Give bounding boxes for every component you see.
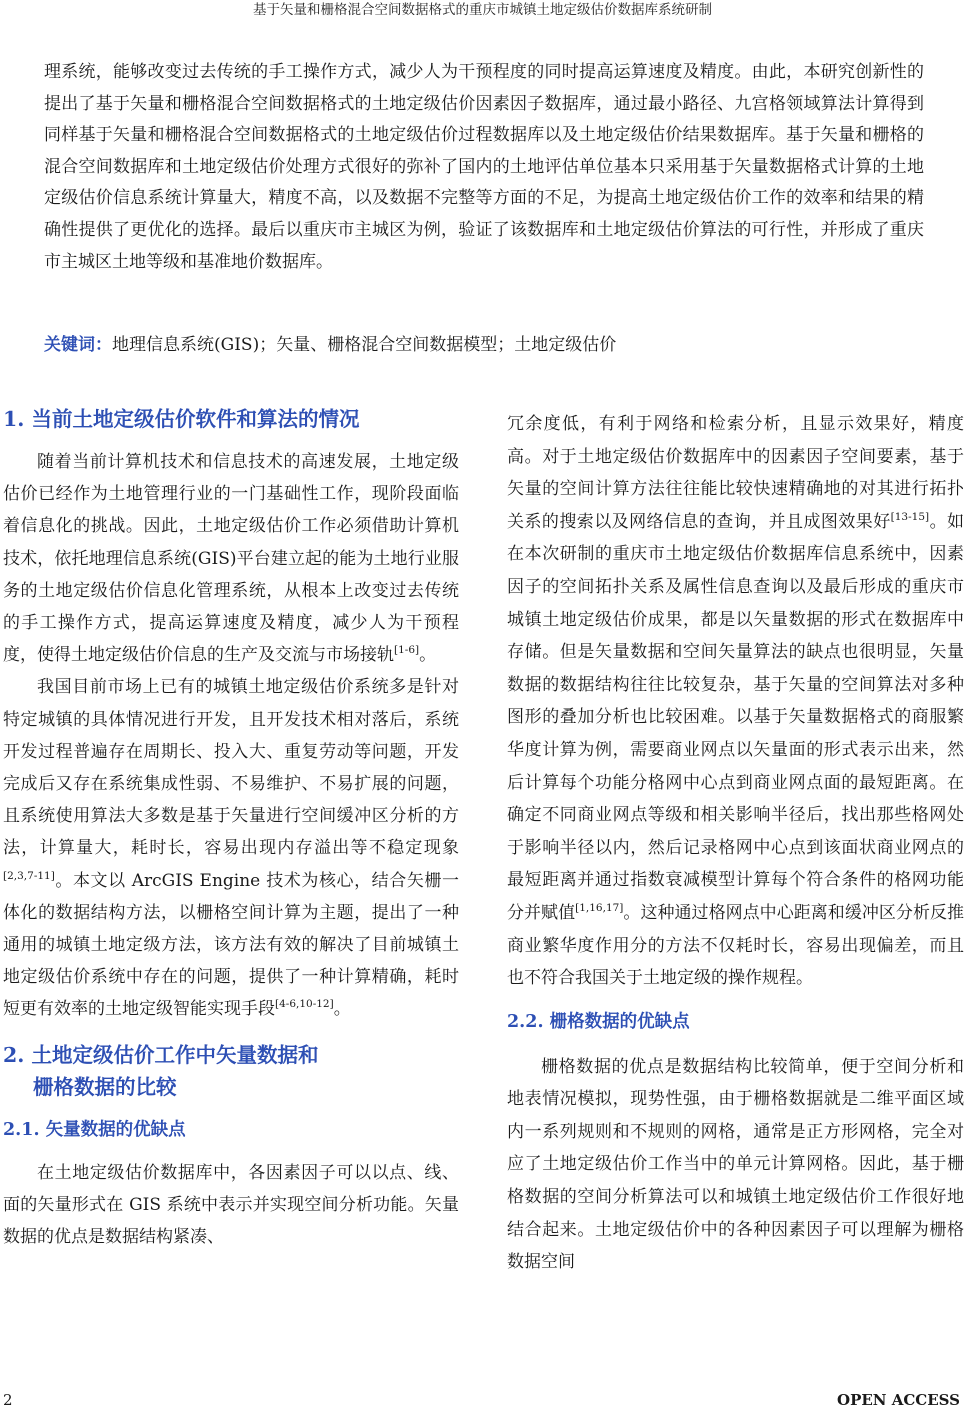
citation: [13-15] (890, 510, 930, 523)
page-number: 2 (3, 1391, 13, 1409)
section-2-1-text-c: 。这种通过格网点中心距离和缓冲区分析反推商业繁华度作用分的方法不仅耗时长，容易出现偏差，而且也不符合我国关于土地定级的操作规程。 (507, 902, 965, 989)
section-1-p2-text-b: 。本文以 ArcGIS Engine 技术为核心，结合矢栅一体化的数据结构方法，以栅格空间计算为主题，提出了一种通用的城镇土地定级方法，该方法有效的解决了目前城镇土地定级估价系统中存在的问题，提供了一种计算精确，耗时短更有效率的土地定级智能实现手段 (3, 870, 459, 1020)
section-2-heading (3, 1039, 459, 1103)
keywords-text: 地理信息系统(GIS)；矢量、栅格混合空间数据模型；土地定级估价 (112, 335, 617, 355)
section-2-heading-line-2: 栅格数据的比较 (33, 1074, 177, 1099)
section-2-2-heading: 2.2. 栅格数据的优缺点 (507, 1011, 690, 1032)
open-access-label: OPEN ACCESS (837, 1391, 960, 1409)
section-1-heading: 1. 当前土地定级估价软件和算法的情况 (3, 407, 360, 431)
section-2-2-paragraph: 栅格数据的优点是数据结构比较简单，便于空间分析和地表情况模拟，现势性强，由于栅格数据就是二维平面区域内一系列规则和不规则的网格，通常是正方形网格，完全对应了土地定级估价工作当中的单元计算网格。因此，基于栅格数据的空间分析算法可以和城镇土地定级估价工作很好地结合起来。土地定级估价中的各种因素因子可以理解为栅格数据空间 (507, 1056, 964, 1273)
section-2-1-text-b: 。如在本次研制的重庆市土地定级估价数据库信息系统中，因素因子的空间拓扑关系及属性信息查询以及最后形成的重庆市城镇土地定级估价成果，都是以矢量数据的形式在数据库中存储。但是矢量数据和空间矢量算法的缺点也很明显，矢量数据的数据结构往往比较复杂，基于矢量的空间算法对多种图形的叠加分析也比较困难。以基于矢量数据格式的商服繁华度计算为例，需要商业网点以矢量面的形式表示出来，然后计算每个功能分格网中心点到商业网点面的最短距离。在确定不同商业网点等级和相关影响半径后，找出那些格网处于影响半径以内，然后记录格网中心点到该面状商业网点的最短距离并通过指数衰减模型计算每个符合条件的格网功能分并赋值 (507, 511, 965, 923)
running-head: 基于矢量和栅格混合空间数据格式的重庆市城镇土地定级估价数据库系统研制 (253, 2, 712, 18)
section-2-1-paragraph: 在土地定级估价数据库中，各因素因子可以以点、线、面的矢量形式在 GIS 系统中表示并实现空间分析功能。矢量数据的优点是数据结构紧凑、 (3, 1162, 459, 1248)
section-2-1-paragraph-continued (507, 408, 964, 995)
punctuation: 。 (419, 645, 437, 666)
keywords-label: 关键词： (44, 335, 112, 355)
section-1-p1-text: 随着当前计算机技术和信息技术的高速发展，土地定级估价已经作为土地管理行业的一门基础性工作，现阶段面临着信息化的挑战。因此，土地定级估价工作必须借助计算机技术，依托地理信息系统(GIS)平台建立起的能为土地行业服务的土地定级估价信息化管理系统，从根本上改变过去传统的手工操作方式，提高运算速度及精度，减少人为干预程度，使得土地定级估价信息的生产及交流与市场接轨 (3, 452, 459, 666)
section-2-heading-line-1: 2. 土地定级估价工作中矢量数据和 (3, 1042, 319, 1067)
section-2-1-heading: 2.1. 矢量数据的优缺点 (3, 1119, 186, 1140)
section-1-paragraph-1 (3, 446, 459, 671)
citation: [1-6] (394, 644, 420, 657)
citation: [4-6,10-12] (275, 998, 334, 1011)
section-2-1-text-continued: 冗余度低，有利于网络和检索分析，且显示效果好，精度高。对于土地定级估价数据库中的因素因子空间要素，基于矢量的空间计算方法往往能比较快速精确地的对其进行拓扑关系的搜索以及网络信息的查询，并且成图效果好 (507, 414, 964, 532)
section-1-paragraph-2 (3, 671, 459, 1025)
section-1-p2-text-a: 我国目前市场上已有的城镇土地定级估价系统多是针对特定城镇的具体情况进行开发，且开发技术相对落后，系统开发过程普遍存在周期长、投入大、重复劳动等问题，开发完成后又存在系统集成性弱、不易维护、不易扩展的问题，且系统使用算法大多数是基于矢量进行空间缓冲区分析的方法，计算量大，耗时长，容易出现内存溢出等不稳定现象 (3, 677, 459, 859)
punctuation: 。 (333, 999, 351, 1020)
left-column (3, 403, 459, 1253)
right-column (507, 408, 964, 1279)
citation: [2,3,7-11] (3, 869, 55, 882)
citation: [1,16,17] (575, 901, 624, 914)
abstract-tail: 理系统，能够改变过去传统的手工操作方式，减少人为干预程度的同时提高运算速度及精度。由此，本研究创新性的提出了基于矢量和栅格混合空间数据格式的土地定级估价因素因子数据库，通过最小路径、九宫格领域算法计算得到同样基于矢量和栅格混合空间数据格式的土地定级估价过程数据库以及土地定级估价结果数据库。基于矢量和栅格的混合空间数据库和土地定级估价处理方式很好的弥补了国内的土地评估单位基本只采用基于矢量数据格式计算的土地定级估价信息系统计算量大，精度不高，以及数据不完整等方面的不足，为提高土地定级估价工作的效率和结果的精确性提供了更优化的选择。最后以重庆市主城区为例，验证了该数据库和土地定级估价算法的可行性，并形成了重庆市主城区土地等级和基准地价数据库。 (44, 62, 924, 272)
keywords (44, 330, 924, 361)
